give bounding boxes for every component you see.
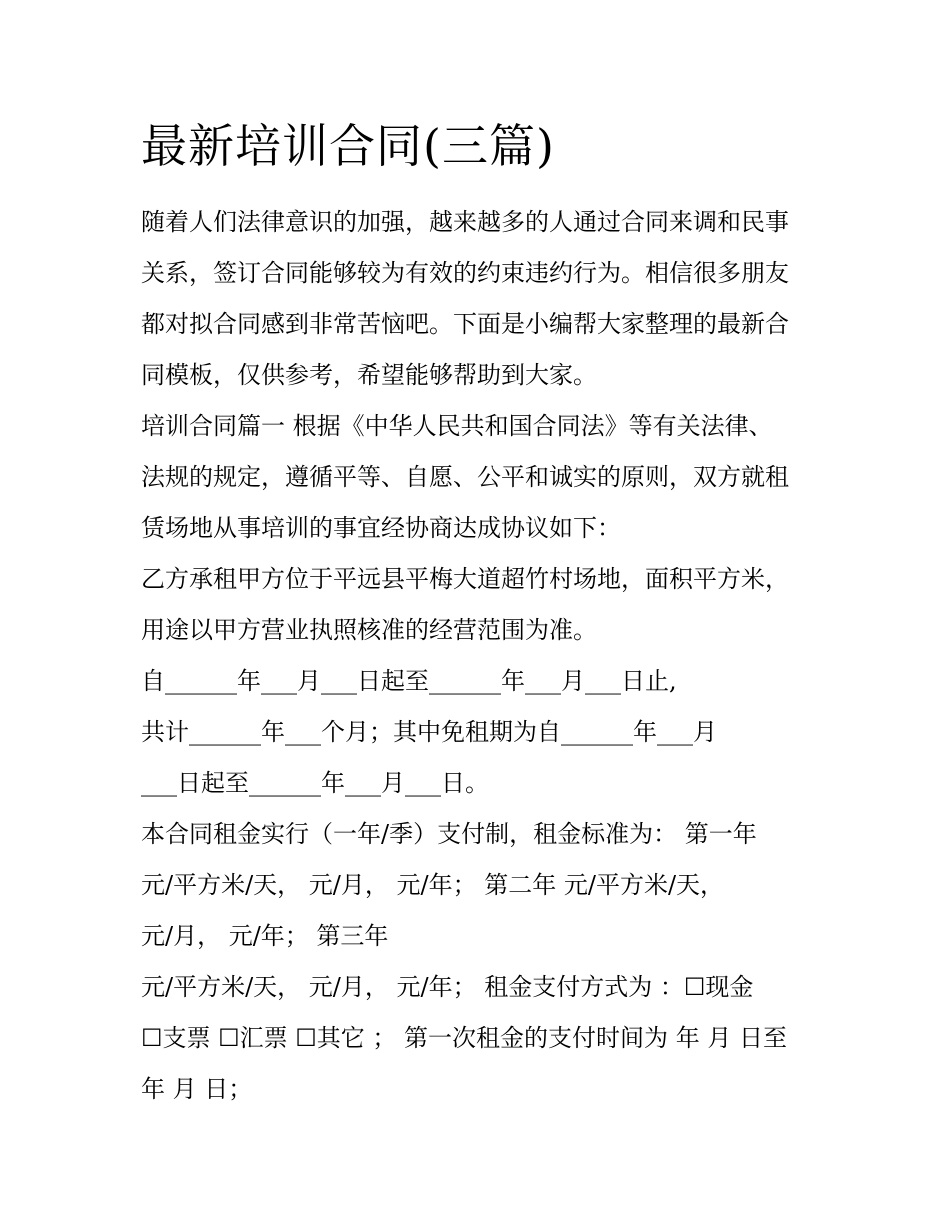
paragraph-line: 元/平方米/天， 元/月， 元/年； 第二年 元/平方米/天， (141, 871, 725, 899)
paragraph-line: 本合同租金实行（一年/季）支付制，租金标准为： 第一年 (141, 820, 757, 848)
paragraph-line: 元/平方米/天， 元/月， 元/年； 租金支付方式为 ：☐现金 (141, 973, 754, 1001)
paragraph-line: 都对拟合同感到非常苦恼吧。下面是小编帮大家整理的最新合 (141, 310, 789, 338)
paragraph-line: 法规的规定，遵循平等、自愿、公平和诚实的原则，双方就租 (141, 463, 789, 491)
paragraph-line: 自______年___月___日起至______年___月___日止, (141, 667, 677, 695)
document-title: 最新培训合同(三篇) (141, 119, 555, 173)
paragraph-line: 乙方承租甲方位于平远县平梅大道超竹村场地，面积平方米， (141, 565, 789, 593)
paragraph-line: 随着人们法律意识的加强，越来越多的人通过合同来调和民事 (141, 208, 789, 236)
paragraph-line: 关系，签订合同能够较为有效的约束违约行为。相信很多朋友 (141, 259, 789, 287)
paragraph-line: 共计______年___个月；其中免租期为自______年___月 (141, 718, 717, 746)
paragraph-line: ___日起至______年___月___日。 (141, 769, 489, 797)
paragraph-line: 赁场地从事培训的事宜经协商达成协议如下： (141, 514, 621, 542)
paragraph-line: ☐支票 ☐汇票 ☐其它 ； 第一次租金的支付时间为 年 月 日至 (141, 1024, 787, 1052)
paragraph-line: 用途以甲方营业执照核准的经营范围为准。 (141, 616, 597, 644)
paragraph-line: 元/月， 元/年； 第三年 (141, 922, 389, 950)
paragraph-line: 年 月 日； (141, 1075, 253, 1103)
paragraph-line: 同模板，仅供参考，希望能够帮助到大家。 (141, 361, 597, 389)
paragraph-line: 培训合同篇一 根据《中华人民共和国合同法》等有关法律、 (141, 412, 773, 440)
